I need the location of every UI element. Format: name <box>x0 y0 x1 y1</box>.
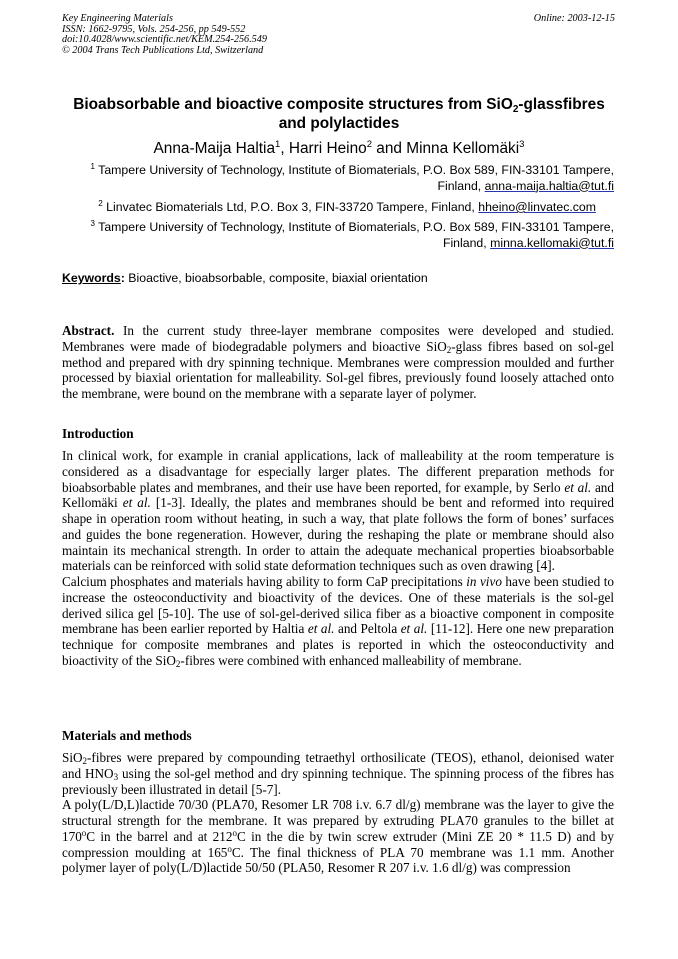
subscript: 2 <box>175 658 181 669</box>
text: C in the die by twin screw extruder (Mini ZE 20 * 11.5 D) and by compression moulding at 165 <box>62 828 614 860</box>
text: have been studied to increase the osteoconductivity and bioactivity of the devices. One of these materials is the sol-gel derived silica gel [5-10]. The use of sol-gel-derived silica fiber as a bioactive component in composite membrane has been earlier reported by Haltia <box>62 574 614 637</box>
italic-text: et al. <box>122 495 151 511</box>
text: and Kellomäki <box>62 479 614 511</box>
section-heading-materials: Materials and methods <box>62 728 192 743</box>
italic-text: et al. <box>400 621 428 637</box>
affiliation-mark: 1 <box>90 162 95 171</box>
affiliation-text: Tampere University of Technology, Institute of Biomaterials, P.O. Box 589, FIN-33101 Tampere, Finland, <box>98 220 614 250</box>
affiliation-1 <box>64 163 614 194</box>
title-text-2: -glassfibres and polylactides <box>278 96 605 132</box>
affiliation-mark: 2 <box>98 199 103 208</box>
text: In clinical work, for example in cranial applications, lack of malleability at the room temperature is considered as a disadvantage for especially larger plates. The different preparation methods for bioabsorbable plates and membranes, and their use have been reported, for example, by Serlo <box>62 448 614 495</box>
author-separator: , <box>280 140 289 157</box>
text: and Peltola <box>334 621 401 637</box>
italic-text: in vivo <box>466 574 502 589</box>
text: Calcium phosphates and materials having ability to form CaP precipitations <box>62 574 467 589</box>
paper-title <box>70 95 608 133</box>
italic-text: et al. <box>564 479 592 495</box>
author-name: Harri Heino <box>288 140 367 157</box>
subscript: 2 <box>446 344 452 355</box>
text: -fibres were prepared by compounding tetraethyl orthosilicate (TEOS), ethanol, deionised water and HNO <box>62 750 614 781</box>
keywords-colon: : <box>120 271 125 285</box>
author-name: Minna Kellomäki <box>406 140 520 157</box>
paragraph <box>62 448 614 574</box>
italic-text: et al. <box>307 621 335 637</box>
affiliation-mark: 3 <box>90 219 95 228</box>
author-name: Anna-Maija Haltia <box>153 140 276 157</box>
superscript: o <box>232 827 237 838</box>
superscript: o <box>227 843 232 854</box>
text: SiO <box>62 750 83 765</box>
paragraph <box>62 797 614 876</box>
keywords-label: Keywords <box>62 271 121 285</box>
online-date: Online: 2003-12-15 <box>533 13 615 24</box>
text: -glass fibres based on sol-gel method and prepared with dry spinning technique. Membranes were compression moulded and further processed by biaxial orientation for malleability. Sol-gel fibres, previously found loosely attached onto the membrane, were bound on the membrane with a separate layer of polymer. <box>62 338 614 401</box>
subscript: 2 <box>82 756 88 766</box>
affiliation-3 <box>64 220 614 251</box>
abstract-paragraph <box>62 323 614 402</box>
text: -fibres were combined with enhanced malleability of membrane. <box>180 652 522 668</box>
email-link[interactable]: anna-maija.haltia@tut.fi <box>484 178 614 193</box>
section-heading-introduction: Introduction <box>62 426 134 441</box>
issn-line: ISSN: 1662-9795, Vols. 254-256, pp 549-552 <box>62 23 246 35</box>
journal-name: Key Engineering Materials <box>62 13 173 24</box>
abstract <box>62 323 614 402</box>
author-affiliation-mark: 3 <box>519 139 525 150</box>
author-list <box>62 139 616 158</box>
materials-body <box>62 750 614 876</box>
affiliation-text: Tampere University of Technology, Institute of Biomaterials, P.O. Box 589, FIN-33101 Tampere, Finland, <box>98 163 614 193</box>
paragraph <box>62 574 614 669</box>
title-text: Bioabsorbable and bioactive composite structures from SiO <box>73 96 513 113</box>
author-separator: and <box>372 140 407 157</box>
text: A poly(L/D,L)lactide 70/30 (PLA70, Resomer LR 708 i.v. 6.7 dl/g) membrane was the layer to give the structural strength for the membrane. It was prepared by extruding PLA70 granules to the billet at 170 <box>62 797 614 844</box>
paragraph <box>62 750 614 797</box>
email-link[interactable]: minna.kellomaki@tut.fi <box>490 235 614 250</box>
text: C. The final thickness of PLA 70 membrane was 1.1 mm. Another polymer layer of poly(L/D)lactide 50/50 (PLA50, Resomer R 207 i.v. 1.6 dl/g) was compression <box>62 844 615 876</box>
text: [11-12]. Here one new preparation technique for composite membranes and plates is reported in which the osteoconductivity and bioactivity of the SiO <box>62 621 614 668</box>
text: In the current study three-layer membrane composites were developed and studied. Membranes were made of biodegradable polymers and bioactive SiO <box>62 323 614 354</box>
email-link[interactable]: hheino@linvatec.com <box>478 200 596 214</box>
keywords-text: Bioactive, bioabsorbable, composite, biaxial orientation <box>124 271 428 285</box>
doi-line: doi:10.4028/www.scientific.net/KEM.254-256.549 <box>62 34 267 46</box>
text: using the sol-gel method and dry spinning technique. The spinning process of the fibres has previously been illustrated in detail [5-7]. <box>62 765 614 797</box>
affiliation-text: Linvatec Biomaterials Ltd, P.O. Box 3, FIN-33720 Tampere, Finland, <box>106 200 479 214</box>
abstract-label: Abstract. <box>62 323 115 338</box>
text: C in the barrel and at 212 <box>86 828 233 844</box>
keywords-line <box>62 271 428 286</box>
subscript: 3 <box>113 771 119 782</box>
title-subscript: 2 <box>512 104 519 115</box>
copyright-line: © 2004 Trans Tech Publications Ltd, Switzerland <box>62 44 264 56</box>
journal-header <box>62 14 267 56</box>
superscript: o <box>81 827 87 838</box>
author-affiliation-mark: 1 <box>275 139 281 150</box>
author-affiliation-mark: 2 <box>366 139 373 150</box>
introduction-body <box>62 448 614 669</box>
text: [1-3]. Ideally, the plates and membranes should be bent and reformed into required shape in operation room without heating, in such a way, that plate follows the form of bones’ surfaces and guides the bone regeneration. However, during the reshaping the plate or membrane should also maintain its mechanical strength. In order to attain the adequate mechanical properties bioabsorbable materials can be reinforced with solid state deformation techniques such as oven drawing [4]. <box>62 495 614 574</box>
affiliation-2 <box>64 200 596 216</box>
